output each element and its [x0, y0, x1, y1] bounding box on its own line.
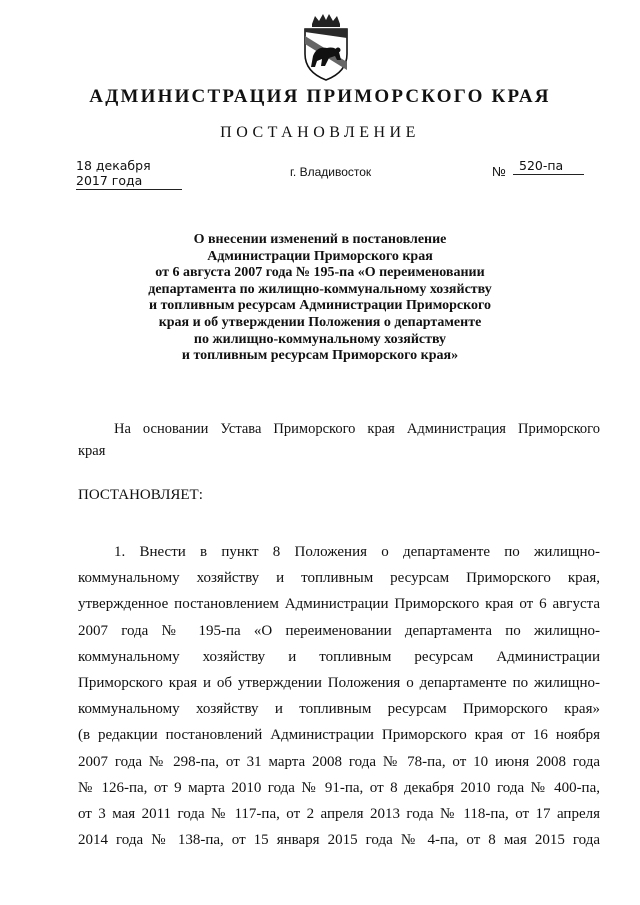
title-line: края и об утверждении Положения о департаменте — [158, 314, 482, 330]
title-line: от 6 августа 2007 года № 195-па «О переименовании — [155, 265, 485, 281]
paragraph-line: от 3 мая 2011 года № 117-па, от 2 апреля 2013 года № 118-па, от 17 апреля — [78, 806, 600, 823]
title-line: Администрации Приморского края — [207, 248, 433, 264]
paragraph-line: края — [78, 443, 106, 459]
paragraph-line: Приморского края и об утверждении Положения о департаменте по жилищно- — [78, 675, 600, 692]
paragraph-line: коммунальному хозяйству и топливным ресурсам Администрации — [78, 648, 600, 665]
item-1-paragraph — [78, 539, 600, 853]
title-line: О внесении изменений в постановление — [193, 232, 447, 247]
coat-of-arms-emblem — [295, 10, 357, 82]
title-line: и топливным ресурсам Администрации Приморского — [149, 298, 491, 314]
basis-paragraph — [78, 418, 600, 462]
paragraph-line: коммунальному хозяйству и топливным ресурсам Приморского края» — [78, 701, 600, 718]
document-type: ПОСТАНОВЛЕНИЕ — [220, 124, 420, 141]
document-number: 520-па — [513, 158, 584, 175]
paragraph-line: коммунальному хозяйству и топливным ресурсам Приморского края, — [78, 570, 600, 587]
paragraph-line: № 126-па, от 9 марта 2010 года № 91-па, от 8 декабря 2010 года № 400-па, — [78, 779, 600, 796]
paragraph-line: На основании Устава Приморского края Администрация Приморского — [114, 421, 600, 437]
document-title — [130, 232, 510, 365]
title-line: департамента по жилищно-коммунальному хозяйству — [148, 281, 492, 297]
paragraph-line: 1. Внести в пункт 8 Положения о департаменте по жилищно- — [114, 544, 600, 560]
paragraph-line: 2007 года № 195-па «О переименовании департамента по жилищно- — [78, 622, 600, 639]
title-line: и топливным ресурсам Приморского края» — [181, 348, 459, 364]
document-number-label: № — [492, 164, 506, 179]
paragraph-line: 2014 года № 138-па, от 15 января 2015 года № 4-па, от 8 мая 2015 года — [78, 832, 600, 849]
paragraph-line: утвержденное постановлением Администрации Приморского края от 6 августа — [78, 596, 600, 613]
organization-name: АДМИНИСТРАЦИЯ ПРИМОРСКОГО КРАЯ — [89, 86, 551, 107]
document-city: г. Владивосток — [290, 165, 372, 179]
paragraph-line: (в редакции постановлений Администрации Приморского края от 16 ноября — [78, 727, 600, 744]
title-line: по жилищно-коммунальному хозяйству — [193, 331, 447, 347]
paragraph-line: 2007 года № 298-па, от 31 марта 2008 года № 78-па, от 10 июня 2008 года — [78, 753, 600, 770]
document-date: 18 декабря 2017 года — [76, 158, 182, 190]
decree-word: ПОСТАНОВЛЯЕТ: — [78, 487, 203, 503]
